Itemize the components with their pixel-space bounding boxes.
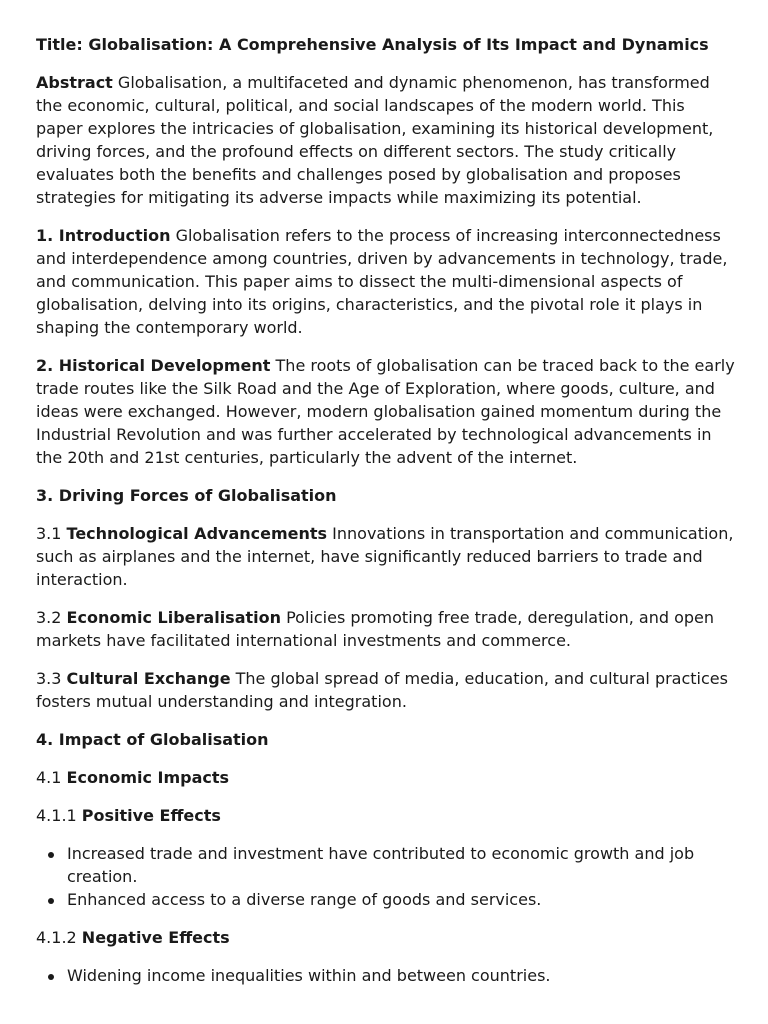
positive-effects-list [36,842,736,911]
driving-force-technological [36,522,736,591]
introduction-heading: 1. Introduction [36,226,171,245]
driving-force-cultural [36,667,736,713]
section-number: 4.1.1 [36,806,82,825]
abstract-paragraph [36,71,736,209]
driving-forces-heading: 3. Driving Forces of Globalisation [36,486,337,505]
document-page [36,33,736,1002]
document-title: Title: Globalisation: A Comprehensive Analysis of Its Impact and Dynamics [36,35,709,54]
negative-effects-heading: 4.1.2 Negative Effects [36,928,230,947]
section-number: 3.2 [36,608,67,627]
driving-force-economic [36,606,736,652]
negative-effects-list [36,964,736,987]
introduction-paragraph [36,224,736,339]
list-item: Enhanced access to a diverse range of goods and services. [36,888,736,911]
section-number: 3.3 [36,669,67,688]
impact-heading: 4. Impact of Globalisation [36,730,269,749]
history-paragraph [36,354,736,469]
positive-effects-heading: 4.1.1 Positive Effects [36,806,221,825]
section-number: 3.1 [36,524,67,543]
abstract-text: Globalisation, a multifaceted and dynamic phenomenon, has transformed the economic, cultural, political, and social landscapes of the modern world. This paper explores the intricacies of globalisation, examining its historical development, driving forces, and the profound effects on different sectors. The study critically evaluates both the benefits and challenges posed by globalisation and proposes strategies for mitigating its adverse impacts while maximizing its potential. [36,73,714,207]
subsection-heading: Cultural Exchange [66,669,231,688]
section-number: 4.1 [36,768,67,787]
subsection-heading: Economic Liberalisation [66,608,282,627]
history-heading: 2. Historical Development [36,356,271,375]
list-item: Increased trade and investment have contributed to economic growth and job creation. [36,842,736,888]
abstract-heading: Abstract [36,73,113,92]
list-item: Widening income inequalities within and between countries. [36,964,736,987]
subsection-text: The global spread of media, education, and cultural practices fosters mutual understanding and integration. [36,669,728,711]
introduction-text: Globalisation refers to the process of increasing interconnectedness and interdependence among countries, driven by advancements in technology, trade, and communication. This paper aims to dissect the multi-dimensional aspects of globalisation, delving into its origins, characteristics, and the pivotal role it plays in shaping the contemporary world. [36,226,728,337]
subsection-text: Policies promoting free trade, deregulation, and open markets have facilitated international investments and commerce. [36,608,715,650]
subsection-heading: Technological Advancements [66,524,328,543]
section-number: 4.1.2 [36,928,82,947]
subsection-text: Innovations in transportation and communication, such as airplanes and the internet, have significantly reduced barriers to trade and interaction. [36,524,734,589]
history-text: The roots of globalisation can be traced back to the early trade routes like the Silk Road and the Age of Exploration, where goods, culture, and ideas were exchanged. However, modern globalisation gained momentum during the Industrial Revolution and was further accelerated by technological advancements in the 20th and 21st centuries, particularly the advent of the internet. [36,356,735,467]
economic-impacts-heading: 4.1 Economic Impacts [36,768,230,787]
